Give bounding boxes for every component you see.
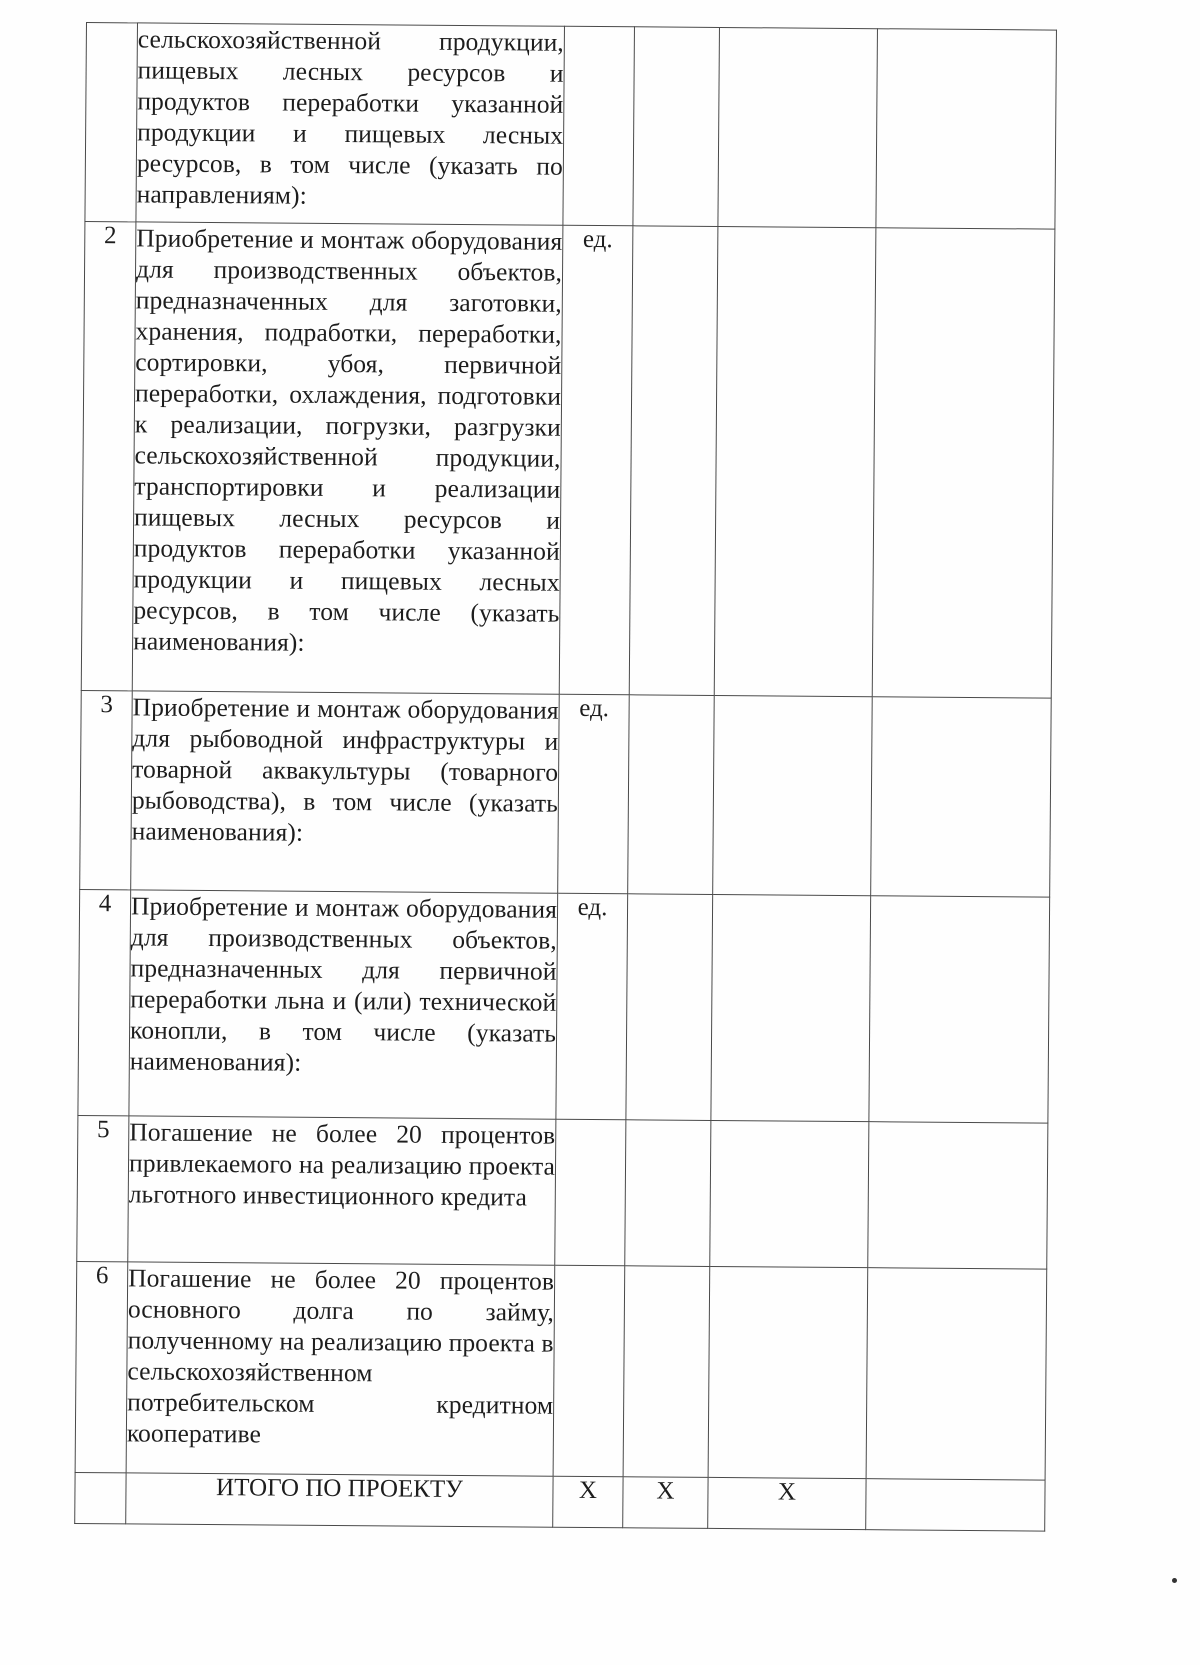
row-description: Погашение не более 20 процентов основного долга по займу, полученному на реализацию проекта в сельскохозяйственном потребительском кредитном кооперативе (126, 1263, 555, 1449)
row-description-cell (132, 222, 563, 694)
empty-cell (708, 1266, 868, 1478)
row-unit (563, 26, 635, 226)
empty-cell (869, 896, 1050, 1123)
row-description-cell (136, 23, 565, 225)
scan-speck (1172, 1578, 1177, 1583)
row-unit: ед. (559, 225, 633, 695)
row-description-cell (126, 1262, 555, 1476)
empty-cell (876, 29, 1057, 229)
table-row (85, 23, 1057, 230)
total-x-mark: Х (553, 1476, 623, 1528)
empty-cell (626, 894, 713, 1121)
table-row (81, 221, 1055, 698)
empty-cell (633, 27, 720, 227)
total-label: ИТОГО ПО ПРОЕКТУ (126, 1473, 553, 1527)
total-x-mark: Х (708, 1477, 866, 1529)
row-number: 6 (75, 1261, 128, 1472)
empty-cell (866, 1268, 1047, 1480)
table-row (75, 1261, 1047, 1480)
empty-cell (714, 226, 876, 696)
empty-cell (623, 1266, 710, 1478)
row-description: Приобретение и монтаж оборудования для рыбоводной инфраструктуры и товарной аквакультуры (товарного рыбоводства), в том числе (указать наименования): (131, 692, 559, 847)
row-number (85, 23, 138, 222)
table-row (77, 1115, 1048, 1269)
empty-cell (868, 1122, 1048, 1269)
row-description-cell (129, 890, 558, 1119)
empty-cell (718, 27, 878, 227)
row-number: 2 (81, 221, 136, 690)
table-row (78, 889, 1050, 1123)
empty-cell (713, 695, 873, 895)
empty-cell (628, 695, 715, 895)
table-row (80, 690, 1052, 897)
empty-cell (625, 1120, 711, 1267)
empty-cell (866, 1479, 1045, 1531)
row-description: Погашение не более 20 процентов привлекаемого на реализацию проекта льготного инвестиционного кредита (128, 1117, 556, 1212)
empty-cell (871, 697, 1052, 897)
project-costs-table (74, 22, 1057, 1532)
row-description: сельскохозяйственной продукции, пищевых лесных ресурсов и продуктов переработки указанной продукции и пищевых лесных ресурсов, в том числе (указать по направлениям): (136, 24, 564, 210)
empty-cell (872, 228, 1055, 698)
empty-cell (711, 894, 871, 1121)
empty-cell (710, 1120, 869, 1267)
row-unit (553, 1265, 625, 1477)
total-row (75, 1472, 1045, 1531)
empty-cell (629, 226, 718, 696)
row-unit: ед. (558, 694, 630, 894)
row-unit (555, 1119, 626, 1266)
row-number: 3 (80, 690, 133, 889)
empty-cell (75, 1472, 126, 1523)
row-description: Приобретение и монтаж оборудования для производственных объектов, предназначенных для первичной переработки льна и (или) технической конопли, в том числе (указать наименования): (129, 891, 558, 1077)
row-unit: ед. (556, 893, 628, 1120)
row-number: 5 (77, 1115, 129, 1261)
row-description-cell (128, 1116, 556, 1265)
total-x-mark: Х (623, 1477, 708, 1529)
row-description-cell (131, 691, 560, 893)
row-number: 4 (78, 889, 131, 1115)
row-description: Приобретение и монтаж оборудования для производственных объектов, предназначенных для заготовки, хранения, подработки, переработки, сортировки, убоя, первичной переработки, охлаждения, подготовки к реализации, погрузки, разгрузки сельскохозяйственной продукции, транспортировки и реализации пищевых лесных ресурсов и продуктов переработки указанной продукции и пищевых лесных ресурсов, в том числе (указать наименования): (133, 223, 563, 657)
